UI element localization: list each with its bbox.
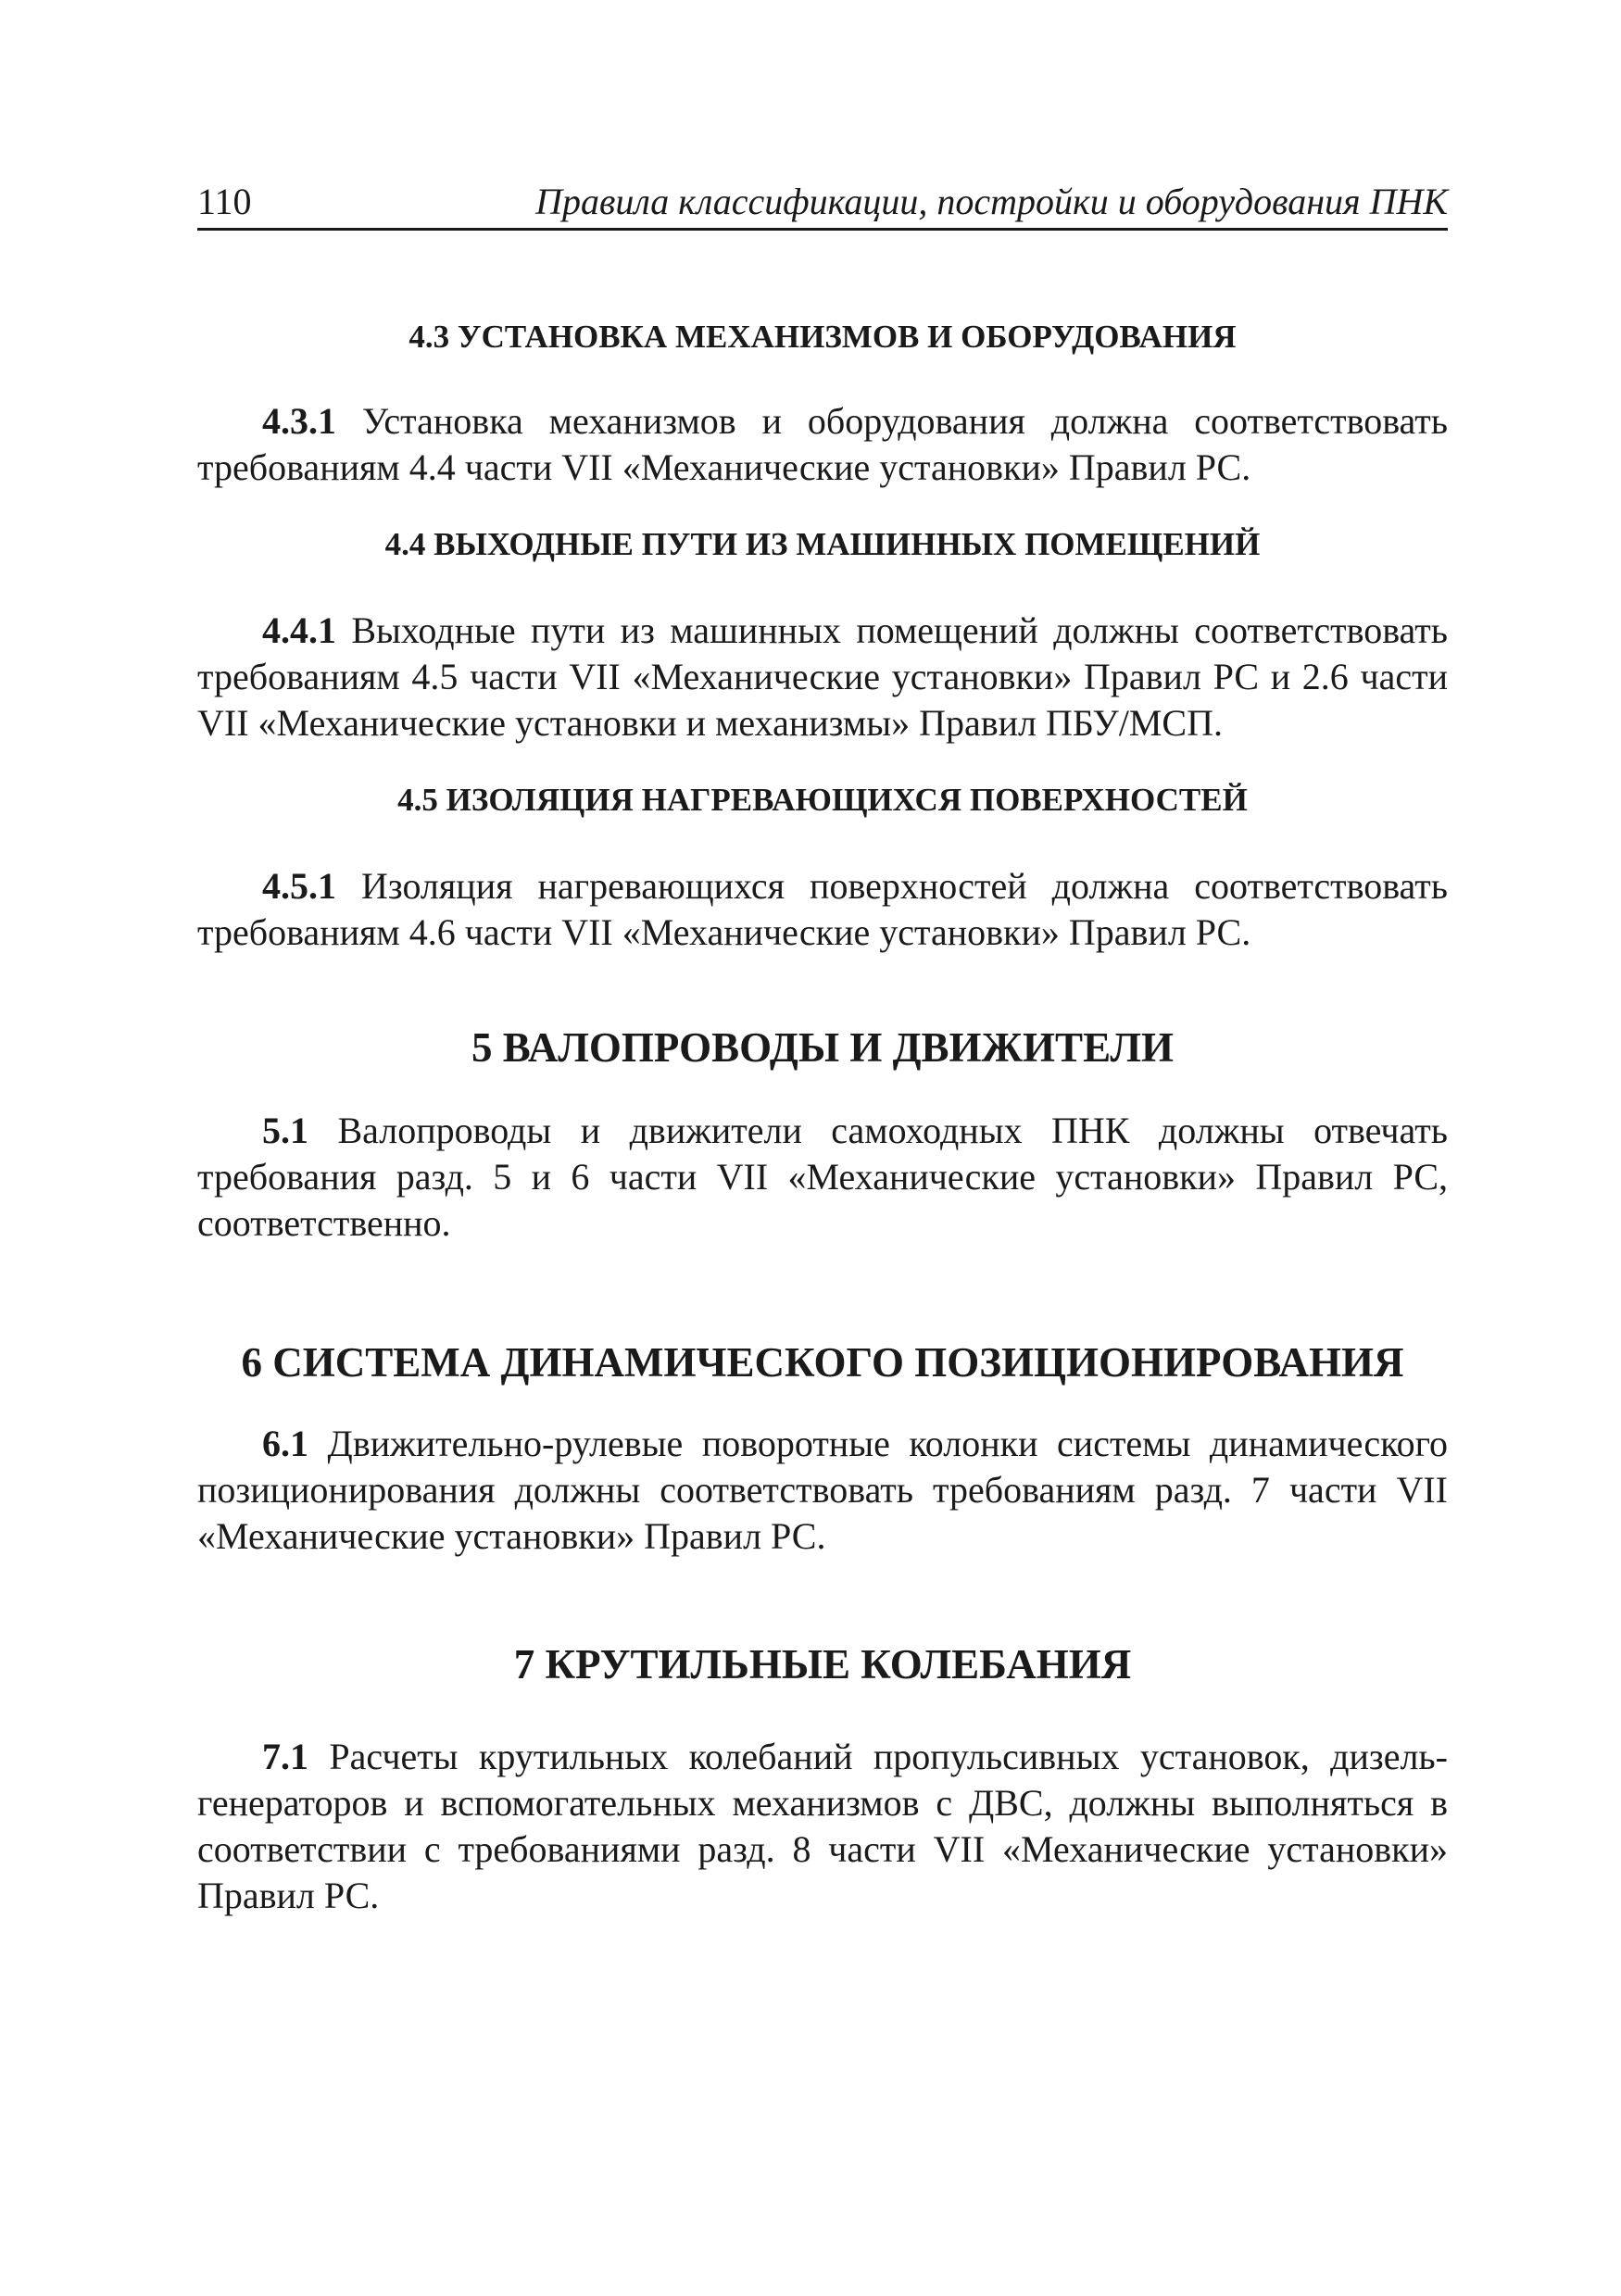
clause-number: 7.1 (262, 1736, 308, 1777)
clause-number: 4.5.1 (262, 865, 336, 907)
paragraph-4-4-1 (197, 608, 1448, 747)
header-rule (197, 228, 1448, 231)
paragraph-5-1 (197, 1108, 1448, 1247)
page-number: 110 (197, 181, 252, 222)
paragraph-text: Выходные пути из машинных помещений должны соответствовать требованиям 4.5 части VII «Механические установки» Правил РС и 2.6 части VII «Механические установки и механизмы» Правил ПБУ/МСП. (197, 609, 1448, 744)
section-heading-4-5: 4.5 ИЗОЛЯЦИЯ НАГРЕВАЮЩИХСЯ ПОВЕРХНОСТЕЙ (397, 782, 1248, 818)
paragraph-text: Установка механизмов и оборудования должна соответствовать требованиям 4.4 части VII «Механические установки» Правил РС. (197, 400, 1448, 488)
chapter-heading-7: 7 КРУТИЛЬНЫЕ КОЛЕБАНИЯ (513, 1641, 1132, 1687)
paragraph-text: Валопроводы и движители самоходных ПНК должны отвечать требования разд. 5 и 6 части VII «Механические установки» Правил РС, соответственно. (197, 1110, 1448, 1244)
paragraph-text: Движительно-рулевые поворотные колонки системы динамического позиционирования должны соответствовать требованиям разд. 7 части VII «Механические установки» Правил РС. (197, 1423, 1448, 1557)
section-heading-4-4: 4.4 ВЫХОДНЫЕ ПУТИ ИЗ МАШИННЫХ ПОМЕЩЕНИЙ (384, 526, 1261, 562)
clause-number: 4.4.1 (262, 609, 336, 651)
paragraph-4-5-1 (197, 863, 1448, 956)
paragraph-7-1 (197, 1734, 1448, 1919)
paragraph-6-1 (197, 1421, 1448, 1560)
paragraph-text: Изоляция нагревающихся поверхностей должна соответствовать требованиям 4.6 части VII «Механические установки» Правил РС. (197, 865, 1448, 953)
paragraph-4-3-1 (197, 398, 1448, 491)
running-header (197, 178, 1448, 226)
clause-number: 6.1 (262, 1423, 308, 1464)
chapter-heading-6: 6 СИСТЕМА ДИНАМИЧЕСКОГО ПОЗИЦИОНИРОВАНИЯ (241, 1339, 1404, 1386)
page-body (197, 315, 1448, 1919)
running-title: Правила классификации, постройки и оборудования ПНК (535, 181, 1448, 222)
clause-number: 4.3.1 (262, 400, 336, 442)
chapter-heading-5: 5 ВАЛОПРОВОДЫ И ДВИЖИТЕЛИ (471, 1024, 1175, 1071)
paragraph-text: Расчеты крутильных колебаний пропульсивных установок, дизель-генераторов и вспомогательных механизмов с ДВС, должны выполняться в соответствии с требованиями разд. 8 части VII «Механические установки» Правил РС. (197, 1736, 1448, 1916)
section-heading-4-3: 4.3 УСТАНОВКА МЕХАНИЗМОВ И ОБОРУДОВАНИЯ (408, 319, 1237, 355)
clause-number: 5.1 (262, 1110, 308, 1151)
